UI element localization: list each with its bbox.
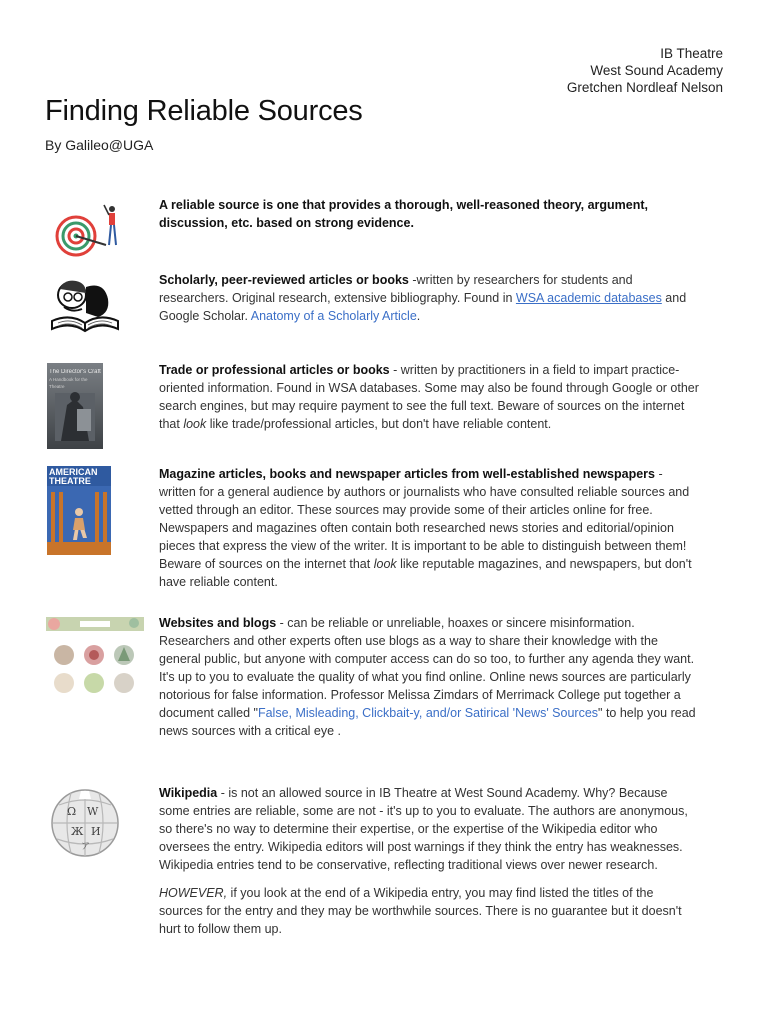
author-name: Gretchen Nordleaf Nelson xyxy=(566,80,723,95)
page-title: Finding Reliable Sources xyxy=(45,95,363,127)
intro-text: A reliable source is one that provides a thorough, well-reasoned theory, argument, discussion, etc. based on strong evidence. xyxy=(159,198,648,230)
however-emphasis: HOWEVER, xyxy=(159,886,228,900)
websites-heading: Websites and blogs xyxy=(159,616,277,630)
intro-paragraph xyxy=(159,196,699,232)
magazine-text-2: like reputable magazines, and newspapers, but don't have reliable content. xyxy=(159,557,692,589)
svg-text:W: W xyxy=(87,805,99,818)
scholarly-text-3: . xyxy=(416,309,421,323)
trade-heading: Trade or professional articles or books xyxy=(159,363,390,377)
false-news-sources-link[interactable]: False, Misleading, Clickbait-y, and/or Satirical 'News' Sources xyxy=(257,706,599,720)
magazine-paragraph xyxy=(159,465,699,591)
scholarly-paragraph xyxy=(159,271,699,325)
svg-text:Ж: Ж xyxy=(71,825,84,838)
wikipedia-heading: Wikipedia xyxy=(159,786,218,800)
scholarly-heading: Scholarly, peer-reviewed articles or books xyxy=(159,273,409,287)
trade-emphasis: look xyxy=(183,417,207,431)
anatomy-article-link[interactable]: Anatomy of a Scholarly Article xyxy=(250,309,417,323)
scholarly-text: -written by researchers for students and researchers. Original research, extensive bibliography. Found in xyxy=(159,273,633,305)
trade-book-cover-title: The Director's Craft A Handbook for the Theatre xyxy=(49,369,101,389)
magazine-cover-title: AMERICAN THEATRE xyxy=(49,468,98,486)
trade-text: - written by practitioners in a field to impart practice-oriented information. Found in WSA databases. Some may also be found through Google or other search engines, but may require payment to see the full text. Beware of sources on the internet that xyxy=(159,363,699,431)
trade-text-2: like trade/professional articles, but don't have reliable content. xyxy=(206,417,552,431)
wsa-databases-link[interactable]: WSA academic databases xyxy=(515,291,662,305)
however-text: if you look at the end of a Wikipedia entry, you may find listed the titles of the sources for the entry and they may be worthwhile sources. There is no guarantee but it doesn't hurt to follow them up. xyxy=(159,886,682,936)
svg-text:ア: ア xyxy=(81,842,91,852)
wikipedia-paragraph xyxy=(159,784,699,938)
target-illustration xyxy=(46,199,120,257)
byline: By Galileo@UGA xyxy=(45,137,154,153)
websites-paragraph xyxy=(159,614,699,740)
document-header xyxy=(567,45,723,96)
scholar-reading-illustration xyxy=(46,273,124,337)
svg-text:Ω: Ω xyxy=(67,805,77,818)
wikipedia-text: - is not an allowed source in IB Theatre at West Sound Academy. Why? Because some entries are reliable, some are not - it's up to you to evaluate. The authors are anonymous, so there's no way to determine their expertise, or the expertise of the Wikipedia editor who oversees the entry. Wikipedia editors will post warnings if they think the entry has weaknesses. Wikipedia entries tend to be conservative, reflecting traditional views over newer research. xyxy=(159,786,688,872)
course-name: IB Theatre xyxy=(660,46,723,61)
magazine-emphasis: look xyxy=(373,557,397,571)
magazine-text: - written for a general audience by authors or journalists who have consulted reliable sources and vetted through an editor. These sources may provide some of their articles online for free. Newspapers and magazines often contain both researched news stories and editorial/opinion pieces that express the view of the writer. It is important to be able to distinguish between them! Beware of sources on the internet that xyxy=(159,467,690,571)
school-name: West Sound Academy xyxy=(590,63,723,78)
websites-text: - can be reliable or unreliable, hoaxes or sincere misinformation. Researchers and other experts often use blogs as a way to share their knowledge with the general public, but anyone with computer access can do so too, to further any agenda they want. It's up to you to evaluate the quality of what you find online. Online news sources are particularly notorious for false information. Professor Melissa Zimdars of Merrimack College put together a document called " xyxy=(159,616,695,720)
magazine-heading: Magazine articles, books and newspaper articles from well-established newspapers xyxy=(159,467,656,481)
trade-paragraph xyxy=(159,361,699,433)
wikipedia-globe-logo xyxy=(45,785,125,861)
websites-text-2: " to help you read news sources with a critical eye . xyxy=(159,706,696,738)
scholarly-text-2: and Google Scholar. xyxy=(159,291,687,323)
website-blog-collage xyxy=(46,617,144,697)
svg-text:И: И xyxy=(91,825,101,838)
